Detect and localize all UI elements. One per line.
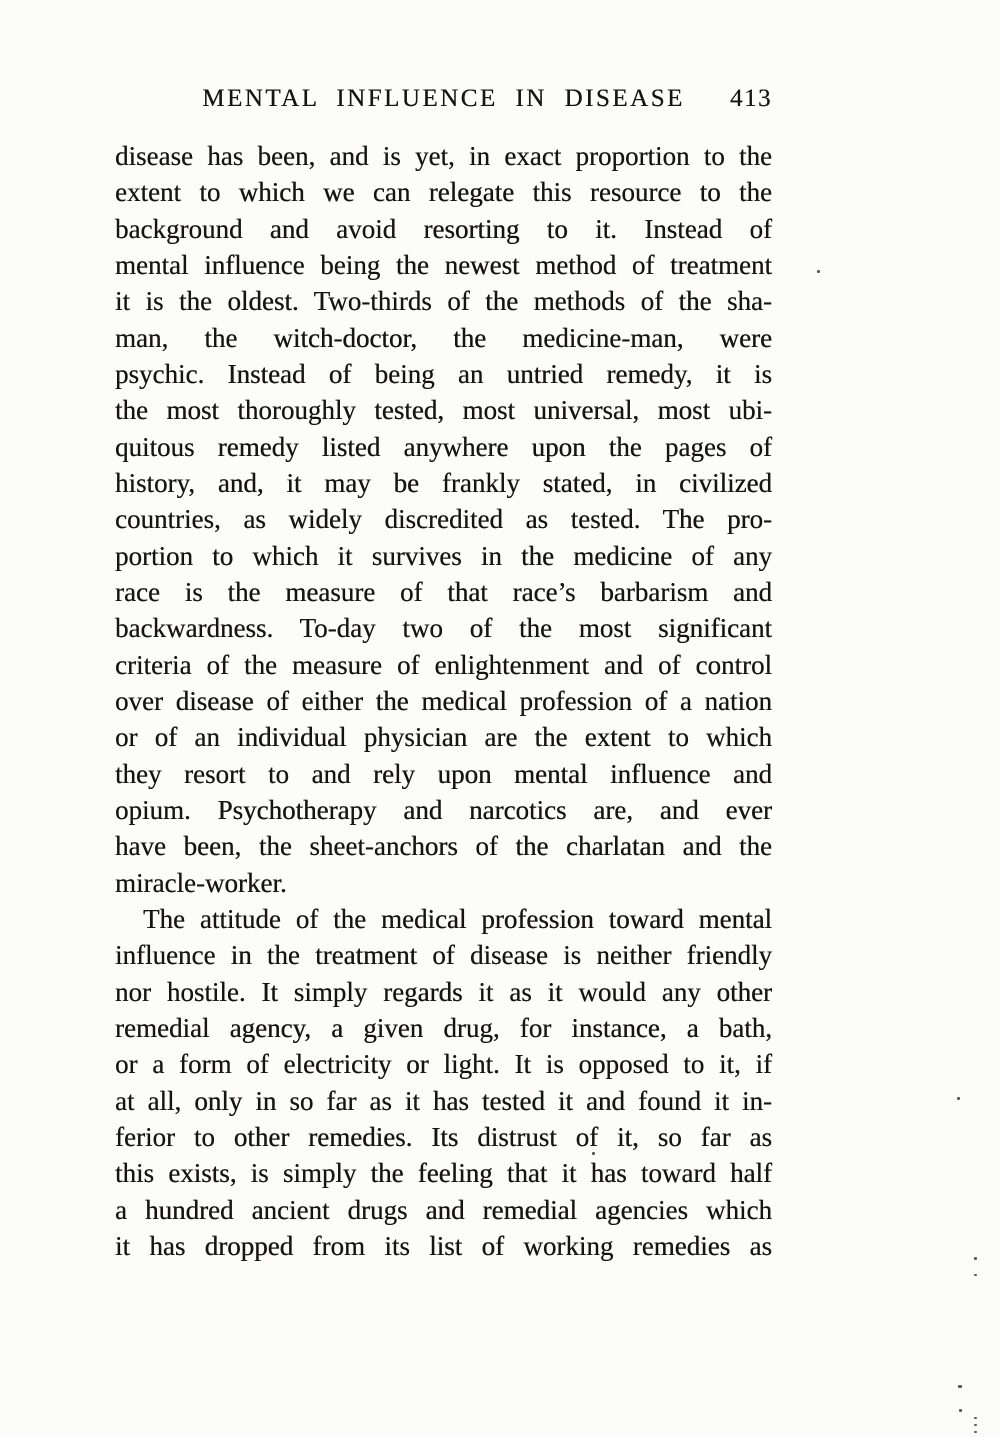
- text-line: extent to which we can relegate this resource to the: [115, 177, 772, 208]
- text-line: a hundred ancient drugs and remedial agencies which: [115, 1194, 772, 1225]
- text-line: background and avoid resorting to it. Instead of: [115, 213, 772, 244]
- text-line: they resort to and rely upon mental influence and: [115, 758, 772, 789]
- text-line: The attitude of the medical profession toward mental: [143, 903, 772, 934]
- text-line: it has dropped from its list of working remedies as: [115, 1230, 772, 1261]
- text-line: race is the measure of that race’s barbarism and: [115, 576, 772, 607]
- text-line: ferior to other remedies. Its distrust of it, so far as: [115, 1121, 772, 1152]
- page-body: [115, 138, 772, 1264]
- text-line: influence in the treatment of disease is neither friendly: [115, 940, 772, 971]
- scan-speck: [974, 1431, 977, 1433]
- text-line: nor hostile. It simply regards it as it would any other: [115, 976, 772, 1007]
- text-line: history, and, it may be frankly stated, in civilized: [115, 467, 772, 498]
- scan-speck: [817, 270, 820, 273]
- text-line: portion to which it survives in the medicine of any: [115, 540, 772, 571]
- text-line: miracle-worker.: [115, 867, 287, 898]
- text-line: opium. Psychotherapy and narcotics are, and ever: [115, 794, 772, 825]
- text-line: or of an individual physician are the extent to which: [115, 722, 772, 753]
- running-head-title: MENTAL INFLUENCE IN DISEASE: [202, 85, 685, 112]
- text-line: have been, the sheet-anchors of the charlatan and the: [115, 831, 772, 862]
- text-line: backwardness. To-day two of the most significant: [115, 613, 772, 644]
- text-line: countries, as widely discredited as tested. The pro-: [115, 504, 772, 535]
- scan-speck: [957, 1097, 960, 1100]
- scan-speck: [592, 1152, 595, 1155]
- text-line: quitous remedy listed anywhere upon the pages of: [115, 431, 772, 462]
- text-line: it is the oldest. Two-thirds of the methods of the sha-: [115, 286, 772, 317]
- scan-speck: [959, 1409, 962, 1412]
- text-line: mental influence being the newest method of treatment: [115, 249, 772, 280]
- text-line: or a form of electricity or light. It is opposed to it, if: [115, 1049, 772, 1080]
- page-header: [115, 84, 772, 114]
- text-line: the most thoroughly tested, most universal, most ubi-: [115, 395, 772, 426]
- scan-speck: [974, 1424, 977, 1426]
- scan-speck: [974, 1417, 977, 1419]
- text-line: this exists, is simply the feeling that it has toward half: [115, 1158, 772, 1189]
- scan-speck: [974, 1274, 977, 1276]
- page-number: 413: [730, 85, 772, 112]
- text-line: over disease of either the medical profession of a nation: [115, 685, 772, 716]
- text-line: at all, only in so far as it has tested it and found it in-: [115, 1085, 772, 1116]
- text-line: psychic. Instead of being an untried remedy, it is: [115, 358, 772, 389]
- text-line: disease has been, and is yet, in exact proportion to the: [115, 141, 772, 171]
- text-line: remedial agency, a given drug, for instance, a bath,: [115, 1012, 772, 1043]
- text-line: man, the witch-doctor, the medicine-man, were: [115, 322, 772, 353]
- scan-speck: [974, 1257, 977, 1260]
- paragraph-2: [115, 901, 772, 1264]
- paragraph-1: [115, 138, 772, 901]
- text-line: criteria of the measure of enlightenment and of control: [115, 649, 772, 680]
- scan-speck: [958, 1385, 962, 1388]
